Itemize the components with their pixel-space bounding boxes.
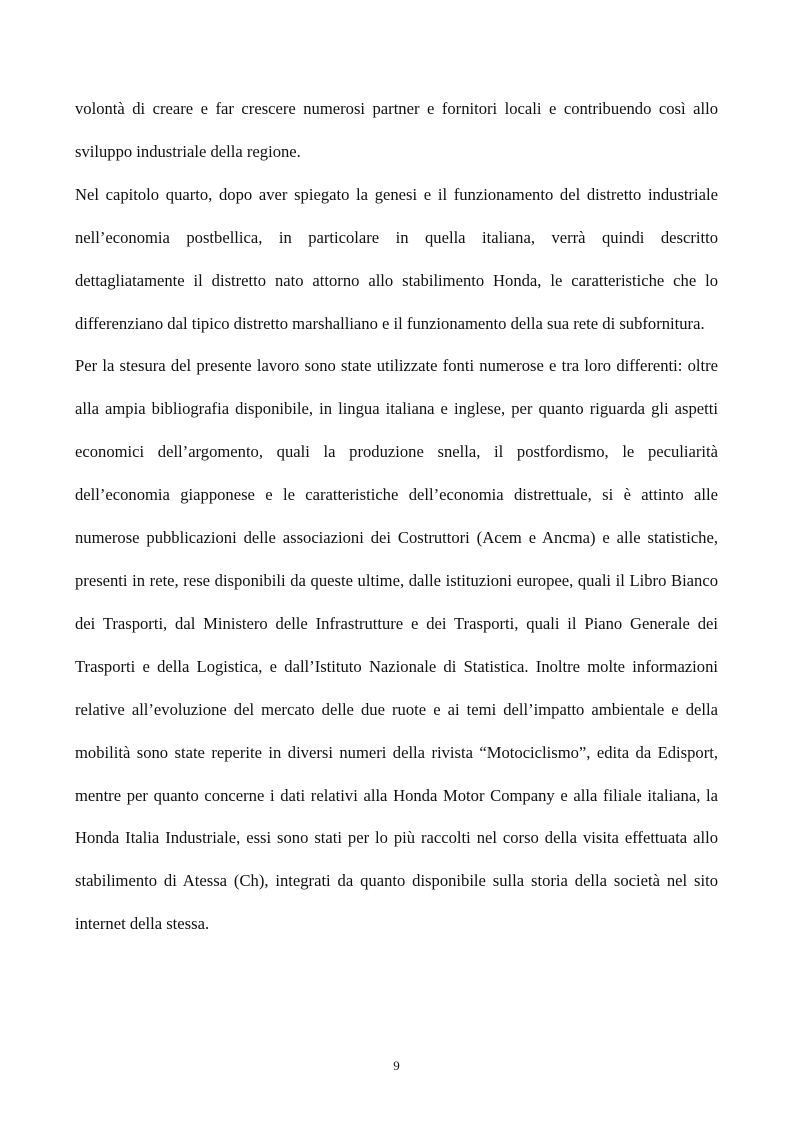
body-text [75, 88, 718, 946]
paragraph-sources: Per la stesura del presente lavoro sono state utilizzate fonti numerose e tra loro differenti: oltre alla ampia bibliografia disponibile, in lingua italiana e inglese, per quanto riguarda gli aspetti economici dell’argomento, quali la produzione snella, il postfordismo, le peculiarità dell’economia giapponese e le caratteristiche dell’economia distrettuale, si è attinto alle numerose pubblicazioni delle associazioni dei Costruttori (Acem e Ancma) e alle statistiche, presenti in rete, rese disponibili da queste ultime, dalle istituzioni europee, quali il Libro Bianco dei Trasporti, dal Ministero delle Infrastrutture e dei Trasporti, quali il Piano Generale dei Trasporti e della Logistica, e dall’Istituto Nazionale di Statistica. Inoltre molte informazioni relative all’evoluzione del mercato delle due ruote e ai temi dell’impatto ambientale e della mobilità sono state reperite in diversi numeri della rivista “Motociclismo”, edita da Edisport, mentre per quanto concerne i dati relativi alla Honda Motor Company e alla filiale italiana, la Honda Italia Industriale, essi sono stati per lo più raccolti nel corso della visita effettuata allo stabilimento di Atessa (Ch), integrati da quanto disponibile sulla storia della società nel sito internet della stessa. [75, 356, 718, 934]
paragraph-continuation: volontà di creare e far crescere numerosi partner e fornitori locali e contribuendo così allo sviluppo industriale della regione. [75, 99, 718, 161]
paragraph-chapter-four: Nel capitolo quarto, dopo aver spiegato la genesi e il funzionamento del distretto industriale nell’economia postbellica, in particolare in quella italiana, verrà quindi descritto dettagliatamente il distretto nato attorno allo stabilimento Honda, le caratteristiche che lo differenziano dal tipico distretto marshalliano e il funzionamento della sua rete di subfornitura. [75, 184, 718, 333]
page-number: 9 [393, 1058, 400, 1073]
